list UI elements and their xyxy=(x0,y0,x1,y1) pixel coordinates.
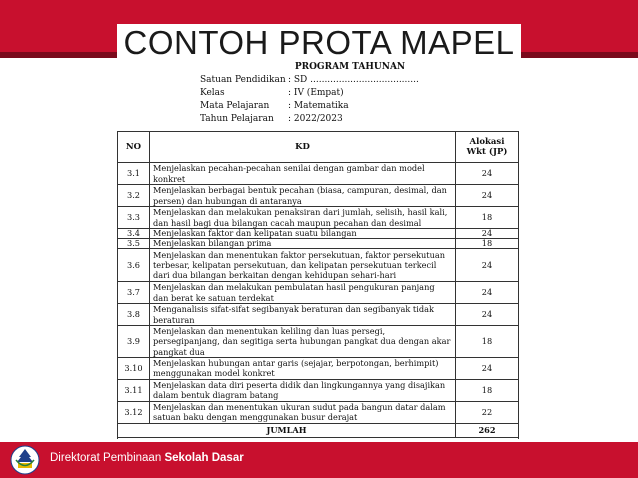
info-value: : Matematika xyxy=(288,101,349,111)
row-kd: Menjelaskan dan melakukan pembulatan hasil pengukuran panjang dan berat ke satuan terdekat xyxy=(150,282,456,304)
row-jp: 18 xyxy=(456,239,519,249)
info-label: Tahun Pelajaran xyxy=(200,114,274,124)
table-total-row xyxy=(118,423,519,437)
info-row xyxy=(200,88,480,101)
row-kd: Menjelaskan hubungan antar garis (sejajar, berpotongan, berhimpit) menggunakan model konkret xyxy=(150,357,456,379)
row-no: 3.10 xyxy=(118,357,150,379)
program-heading: PROGRAM TAHUNAN xyxy=(294,62,406,72)
row-jp: 24 xyxy=(456,282,519,304)
info-value: : SD ...................................... xyxy=(288,75,419,85)
table-row xyxy=(118,163,519,185)
row-kd: Menjelaskan dan menentukan ukuran sudut pada bangun datar dalam satuan baku dengan menggunakan busur derajat xyxy=(150,401,456,423)
row-kd: Menjelaskan dan menentukan keliling dan luas persegi, persegipanjang, dan segitiga serta hubungan pangkat dua dengan akar pangkat dua xyxy=(150,326,456,358)
row-no: 3.8 xyxy=(118,304,150,326)
row-jp: 24 xyxy=(456,185,519,207)
row-no: 3.6 xyxy=(118,249,150,282)
program-info xyxy=(200,62,480,127)
table-row xyxy=(118,249,519,282)
tut-wuri-handayani-logo-icon xyxy=(10,445,40,475)
row-jp: 18 xyxy=(456,326,519,358)
row-no: 3.2 xyxy=(118,185,150,207)
row-jp: 24 xyxy=(456,357,519,379)
table-row xyxy=(118,282,519,304)
row-kd: Menjelaskan pecahan-pecahan senilai dengan gambar dan model konkret xyxy=(150,163,456,185)
table-row xyxy=(118,185,519,207)
info-row xyxy=(200,101,480,114)
row-no: 3.7 xyxy=(118,282,150,304)
row-kd: Menjelaskan dan melakukan penaksiran dari jumlah, selisih, hasil kali, dan hasil bagi dua bilangan cacah maupun pecahan dan desimal xyxy=(150,207,456,229)
footer-bold: Sekolah Dasar xyxy=(164,452,244,464)
row-jp: 24 xyxy=(456,163,519,185)
table-header-row xyxy=(118,132,519,163)
info-value: : IV (Empat) xyxy=(288,88,344,98)
row-jp: 24 xyxy=(456,229,519,239)
table-row xyxy=(118,229,519,239)
info-row xyxy=(200,114,480,127)
row-no: 3.9 xyxy=(118,326,150,358)
info-label: Kelas xyxy=(200,88,225,98)
slide-title: CONTOH PROTA MAPEL xyxy=(117,24,521,60)
header-kd: KD xyxy=(150,132,456,163)
table-row xyxy=(118,207,519,229)
row-jp: 24 xyxy=(456,249,519,282)
footer-divider xyxy=(0,439,638,442)
footer-org xyxy=(50,452,244,464)
row-no: 3.5 xyxy=(118,239,150,249)
row-kd: Menjelaskan berbagai bentuk pecahan (biasa, campuran, desimal, dan persen) dan hubungan di antaranya xyxy=(150,185,456,207)
row-no: 3.1 xyxy=(118,163,150,185)
table-row xyxy=(118,326,519,358)
row-kd: Menjelaskan data diri peserta didik dan lingkungannya yang disajikan dalam bentuk diagram batang xyxy=(150,379,456,401)
row-jp: 22 xyxy=(456,401,519,423)
table-row xyxy=(118,304,519,326)
header-alokasi: Alokasi Wkt (JP) xyxy=(456,132,519,163)
info-label: Mata Pelajaran xyxy=(200,101,270,111)
row-kd: Menganalisis sifat-sifat segibanyak beraturan dan segibanyak tidak beraturan xyxy=(150,304,456,326)
row-kd: Menjelaskan bilangan prima xyxy=(150,239,456,249)
info-row xyxy=(200,75,480,88)
header-no: NO xyxy=(118,132,150,163)
info-label: Satuan Pendidikan xyxy=(200,75,286,85)
total-label: JUMLAH xyxy=(118,423,456,437)
info-value: : 2022/2023 xyxy=(288,114,343,124)
table-row xyxy=(118,401,519,423)
row-jp: 18 xyxy=(456,379,519,401)
row-kd: Menjelaskan dan menentukan faktor persekutuan, faktor persekutuan terbesar, kelipatan persekutuan, dan kelipatan persekutuan terkecil dari dua bilangan berkaitan dengan kehidupan sehari-hari xyxy=(150,249,456,282)
row-kd: Menjelaskan faktor dan kelipatan suatu bilangan xyxy=(150,229,456,239)
row-no: 3.12 xyxy=(118,401,150,423)
total-value: 262 xyxy=(456,423,519,437)
row-jp: 18 xyxy=(456,207,519,229)
kd-table xyxy=(117,131,519,443)
table-row xyxy=(118,239,519,249)
row-no: 3.11 xyxy=(118,379,150,401)
table-row xyxy=(118,357,519,379)
row-jp: 24 xyxy=(456,304,519,326)
table-row xyxy=(118,379,519,401)
footer-prefix: Direktorat Pembinaan xyxy=(50,452,162,464)
row-no: 3.4 xyxy=(118,229,150,239)
row-no: 3.3 xyxy=(118,207,150,229)
